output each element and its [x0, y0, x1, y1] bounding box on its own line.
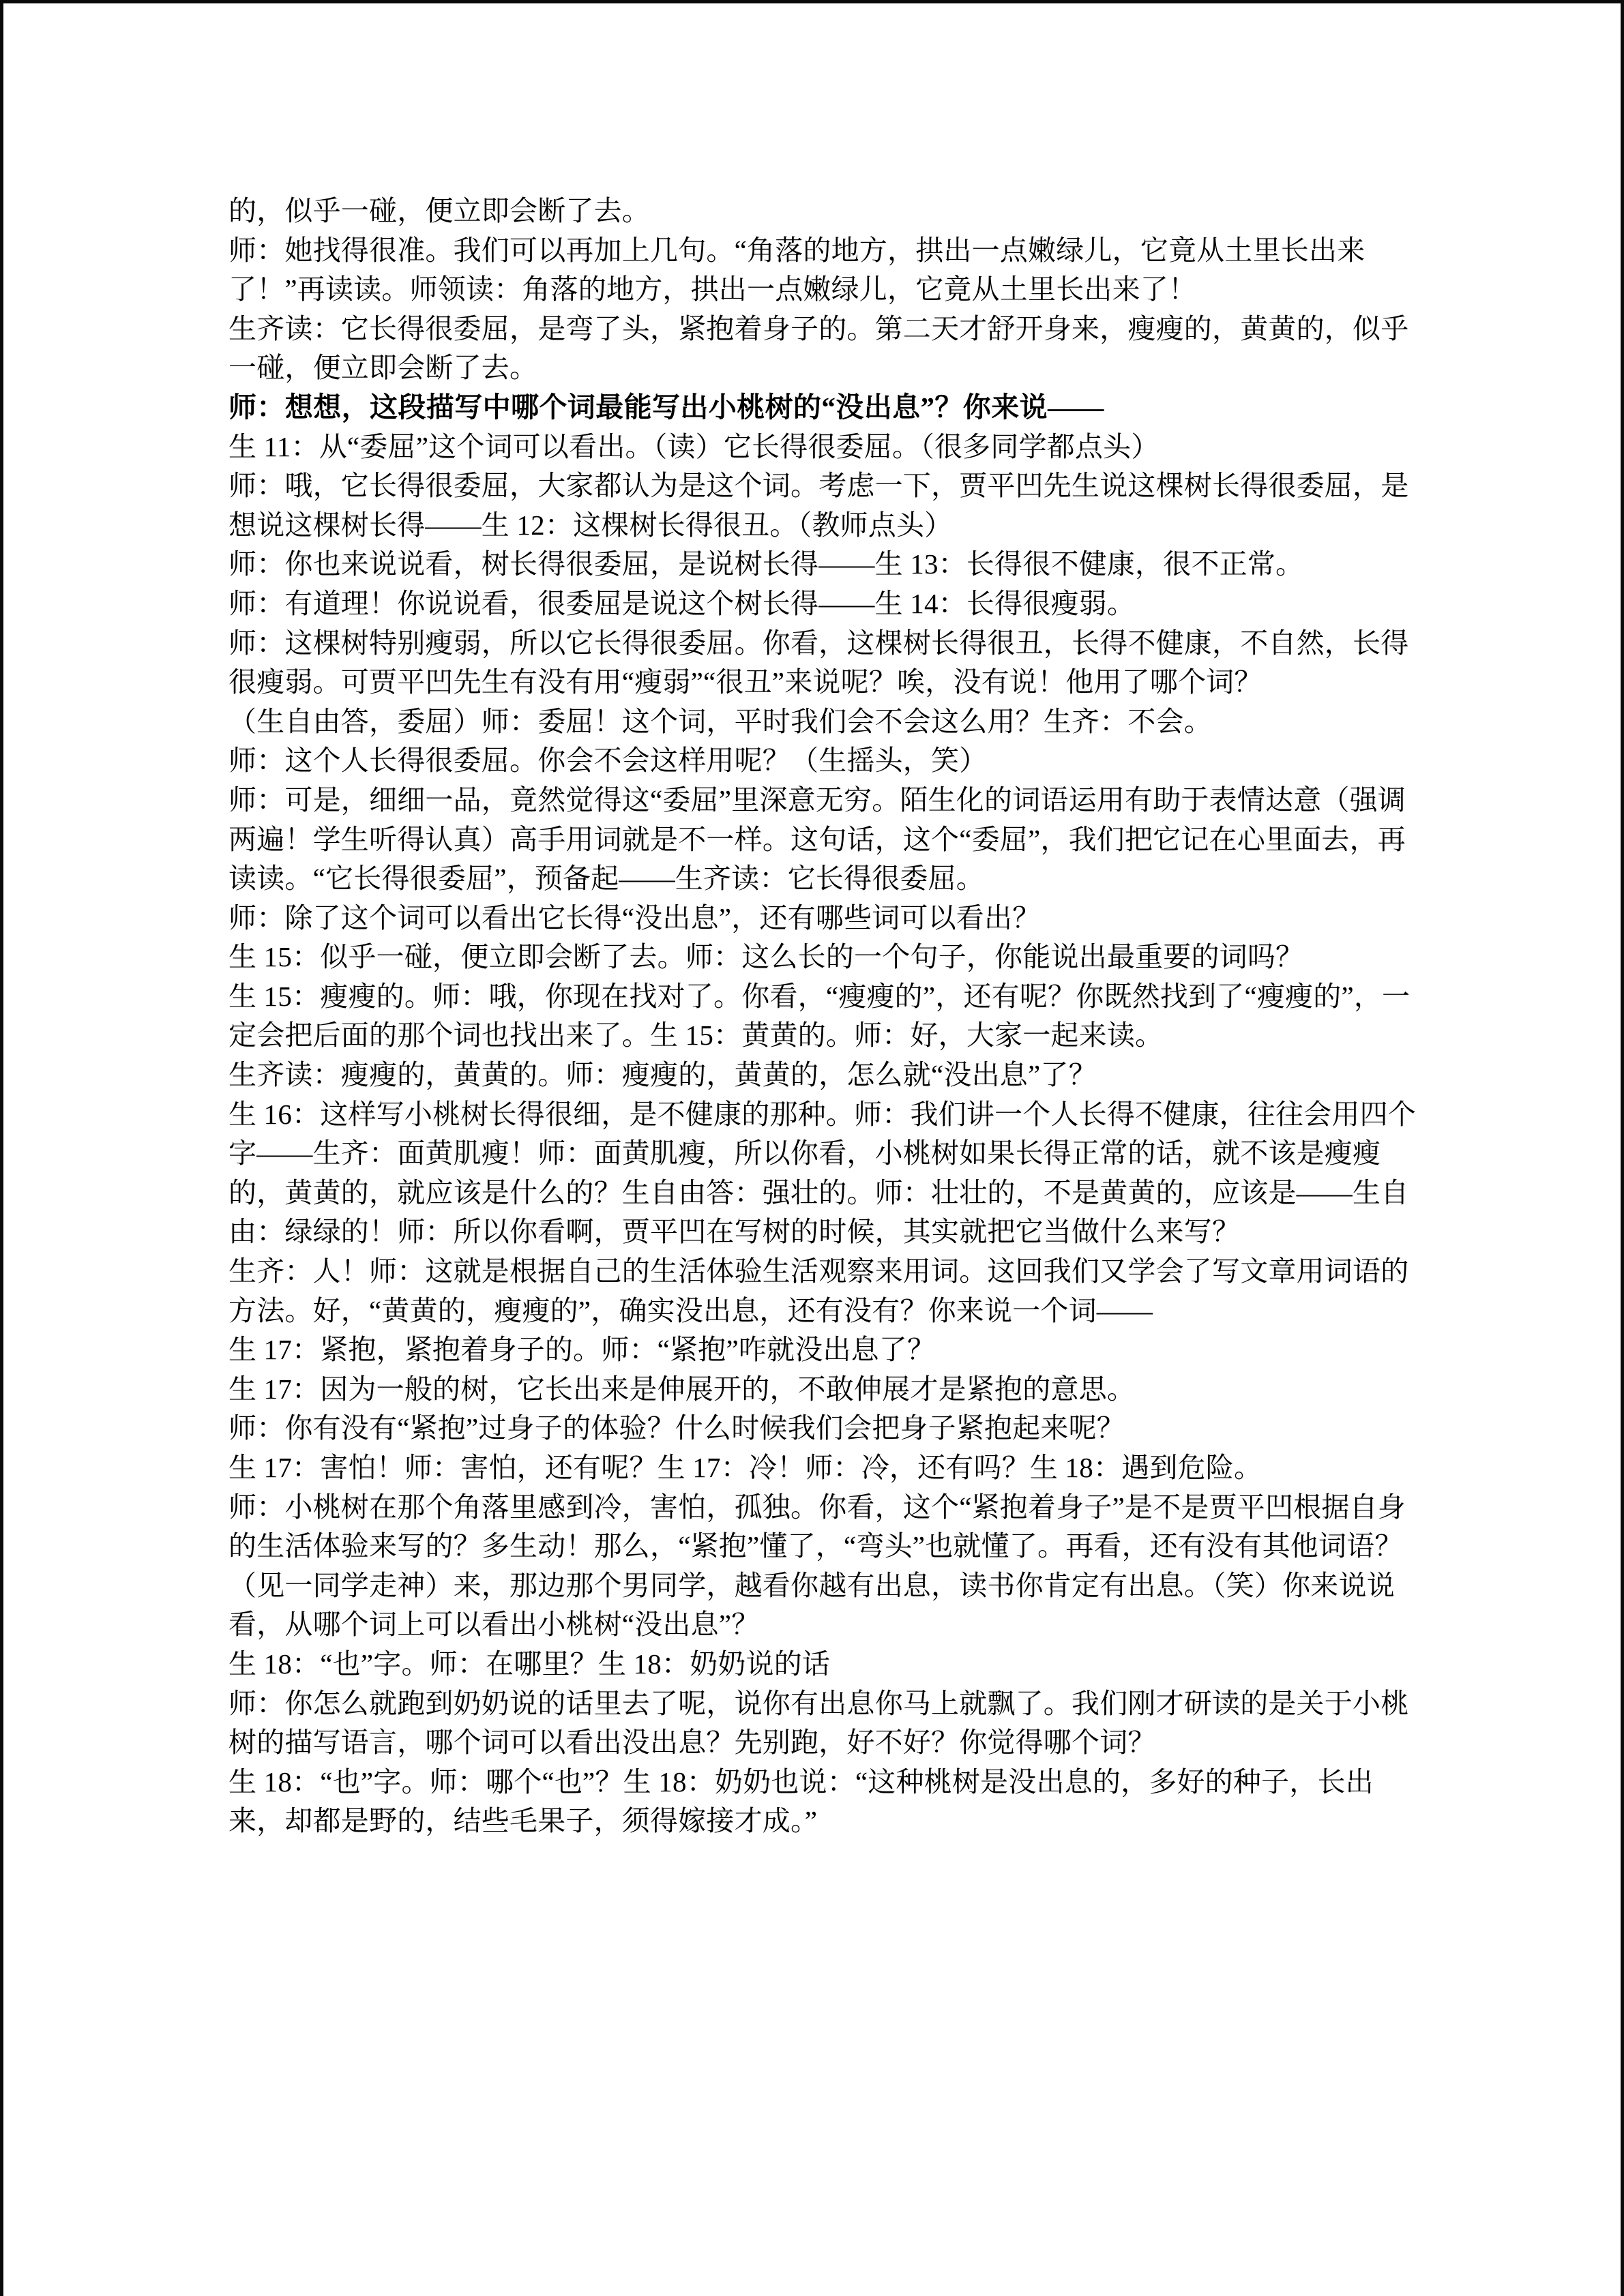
text-line: 师：可是，细细一品，竟然觉得这“委屈”里深意无穷。陌生化的词语运用有助于表情达意（强调两遍！学生听得认真）高手用词就是不一样。这句话，这个“委屈”，我们把它记在心里面去，再读读。“它长得很委屈”，预备起——生齐读：它长得很委屈。 — [228, 784, 1406, 895]
text-line: 生齐：人！师：这就是根据自己的生活体验生活观察来用词。这回我们又学会了写文章用词语的方法。好，“黄黄的，瘦瘦的”，确实没出息，还有没有？你来说一个词—— — [228, 1255, 1409, 1326]
text-line: （生自由答，委屈）师：委屈！这个词，平时我们会不会这么用？生齐：不会。 — [228, 705, 1212, 737]
text-line: 生 18：“也”字。师：哪个“也”？生 18：奶奶也说：“这种桃树是没出息的，多好的种子，长出来，却都是野的，结些毛果子，须得嫁接才成。” — [228, 1765, 1374, 1837]
text-line: 生 17：害怕！师：害怕，还有呢？生 17：冷！师：冷，还有吗？生 18：遇到危险。 — [228, 1452, 1263, 1483]
text-line: 生 17：因为一般的树，它长出来是伸展开的，不敢伸展才是紧抱的意思。 — [228, 1373, 1136, 1405]
text-line: 的，似乎一碰，便立即会断了去。 — [228, 195, 650, 226]
text-line: 师：你有没有“紧抱”过身子的体验？什么时候我们会把身子紧抱起来呢？ — [228, 1412, 1125, 1444]
document-body — [228, 192, 1429, 1841]
text-line: 师：小桃树在那个角落里感到冷，害怕，孤独。你看，这个“紧抱着身子”是不是贾平凹根据自身的生活体验来写的？多生动！那么，“紧抱”懂了，“弯头”也就懂了。再看，还有没有其他词语？（见一同学走神）来，那边那个男同学，越看你越有出息，读书你肯定有出息。（笑）你来说说看，从哪个词上可以看出小桃树“没出息”？ — [228, 1491, 1406, 1641]
text-line: 生 15：似乎一碰，便立即会断了去。师：这么长的一个句子，你能说出最重要的词吗？ — [228, 941, 1304, 973]
text-line: 生 17：紧抱，紧抱着身子的。师：“紧抱”咋就没出息了？ — [228, 1334, 936, 1366]
text-line: 师：除了这个词可以看出它长得“没出息”，还有哪些词可以看出？ — [228, 901, 1041, 934]
text-line: 师：你怎么就跑到奶奶说的话里去了呢，说你有出息你马上就飘了。我们刚才研读的是关于小桃树的描写语言，哪个词可以看出没出息？先别跑，好不好？你觉得哪个词？ — [228, 1687, 1409, 1759]
text-line: 师：这棵树特别瘦弱，所以它长得很委屈。你看，这棵树长得很丑，长得不健康，不自然，长得很瘦弱。可贾平凹先生有没有用“瘦弱”“很丑”来说呢？唉，没有说！他用了哪个词？ — [228, 627, 1409, 698]
text-line: 生 15：瘦瘦的。师：哦，你现在找对了。你看，“瘦瘦的”，还有呢？你既然找到了“瘦瘦的”，一定会把后面的那个词也找出来了。生 15：黄黄的。师：好，大家一起来读。 — [228, 980, 1411, 1052]
text-line: 生齐读：它长得很委屈，是弯了头，紧抱着身子的。第二天才舒开身来，瘦瘦的，黄黄的，似乎一碰，便立即会断了去。 — [228, 312, 1409, 384]
text-line: 师：你也来说说看，树长得很委屈，是说树长得——生 13：长得很不健康，很不正常。 — [228, 548, 1304, 580]
text-line: 生 16：这样写小桃树长得很细，是不健康的那种。师：我们讲一个人长得不健康，往往会用四个字——生齐：面黄肌瘦！师：面黄肌瘦，所以你看，小桃树如果长得正常的话，就不该是瘦瘦的，黄黄的，就应该是什么的？生自由答：强壮的。师：壮壮的，不是黄黄的，应该是——生自由：绿绿的！师：所以你看啊，贾平凹在写树的时候，其实就把它当做什么来写？ — [228, 1098, 1417, 1248]
text-line: 师：有道理！你说说看，很委屈是说这个树长得——生 14：长得很瘦弱。 — [228, 587, 1136, 619]
text-line: 师：这个人长得很委屈。你会不会这样用呢？（生摇头，笑） — [228, 745, 988, 777]
text-line-emphasis: 师：想想，这段描写中哪个词最能写出小桃树的“没出息”？你来说—— — [228, 391, 1104, 423]
text-line: 生齐读：瘦瘦的，黄黄的。师：瘦瘦的，黄黄的，怎么就“没出息”了？ — [228, 1059, 1097, 1091]
text-line: 师：哦，它长得很委屈，大家都认为是这个词。考虑一下，贾平凹先生说这棵树长得很委屈，是想说这棵树长得——生 12：这棵树长得很丑。（教师点头） — [228, 470, 1409, 541]
text-line: 生 18：“也”字。师：在哪里？生 18：奶奶说的话 — [228, 1648, 831, 1680]
text-line: 生 11：从“委屈”这个词可以看出。（读）它长得很委屈。（很多同学都点头） — [228, 430, 1160, 462]
text-line: 师：她找得很准。我们可以再加上几句。“角落的地方，拱出一点嫩绿儿，它竟从土里长出来了！”再读读。师领读：角落的地方，拱出一点嫩绿儿，它竟从土里长出来了！ — [228, 234, 1365, 305]
